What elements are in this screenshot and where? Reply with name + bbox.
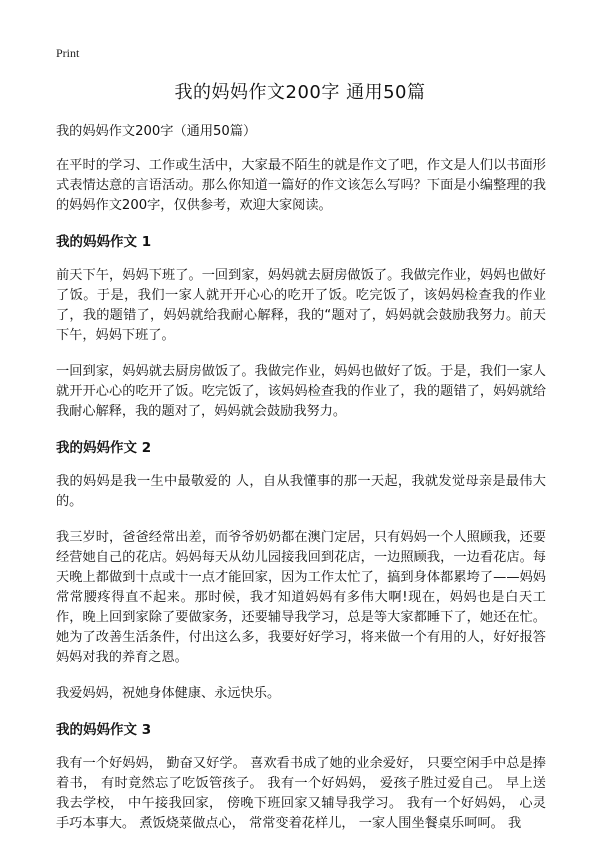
- section-2-paragraph-2: 我三岁时，爸爸经常出差，而爷爷奶奶都在澳门定居，只有妈妈一个人照顾我，还要经营她自己的花店。妈妈每天从幼儿园接我回到花店，一边照顾我，一边看花店。每天晚上都做到十点或十一点才能回家，因为工作太忙了，搞到身体都累垮了——妈妈常常腰疼得直不起来。那时候，我才知道妈妈有多伟大啊!现在，妈妈也是白天工作，晚上回到家除了要做家务，还要辅导我学习，总是等大家都睡下了，她还在忙。她为了改善生活条件，付出这么多，我要好好学习，将来做一个有用的人，好好报答妈妈对我的养育之恩。: [56, 530, 546, 665]
- page-title: 我的妈妈作文200字 通用50篇: [174, 82, 426, 103]
- section-heading-2: 我的妈妈作文 2: [56, 440, 152, 456]
- article-body: [56, 122, 546, 850]
- section-2-paragraph-3: 我爱妈妈，祝她身体健康、永远快乐。: [56, 686, 281, 701]
- section-1-paragraph-1: 前天下午，妈妈下班了。一回到家，妈妈就去厨房做饭了。我做完作业，妈妈也做好了饭。于是，我们一家人就开开心心的吃开了饭。吃完饭了，该妈妈检查我的作业了，我的题错了，妈妈就给我耐心解释，我的“题对了，妈妈就会鼓励我努力。前天下午，妈妈下班了。: [56, 268, 546, 343]
- intro-paragraph: 在平时的学习、工作或生活中，大家最不陌生的就是作文了吧，作文是人们以书面形式表情达意的言语活动。那么你知道一篇好的作文该怎么写吗？下面是小编整理的我的妈妈作文200字，仅供参考，欢迎大家阅读。: [56, 158, 546, 213]
- section-heading-3: 我的妈妈作文 3: [56, 722, 152, 738]
- section-2-paragraph-1: 我的妈妈是我一生中最敬爱的 人，自从我懂事的那一天起，我就发觉母亲是最伟大的。: [56, 474, 546, 509]
- print-label: Print: [56, 46, 80, 60]
- section-heading-1: 我的妈妈作文 1: [56, 234, 152, 250]
- article-subtitle: 我的妈妈作文200字（通用50篇）: [56, 124, 257, 139]
- section-3-paragraph-1: 我有一个好妈妈， 勤奋又好学。 喜欢看书成了她的业余爱好， 只要空闲手中总是捧着书， 有时竟然忘了吃饭管孩子。 我有一个好妈妈， 爱孩子胜过爱自己。 早上送我去学校， 中午接我回家， 傍晚下班回家又辅导我学习。 我有一个好妈妈， 心灵手巧本事大。 煮饭烧菜做点心， 常常变着花样儿， 一家人围坐餐桌乐呵呵。 我: [56, 756, 546, 831]
- section-1-paragraph-2: 一回到家，妈妈就去厨房做饭了。我做完作业，妈妈也做好了饭。于是，我们一家人就开开心心的吃开了饭。吃完饭了，该妈妈检查我的作业了，我的题错了，妈妈就给我耐心解释，我的题对了，妈妈就会鼓励我努力。: [56, 364, 546, 419]
